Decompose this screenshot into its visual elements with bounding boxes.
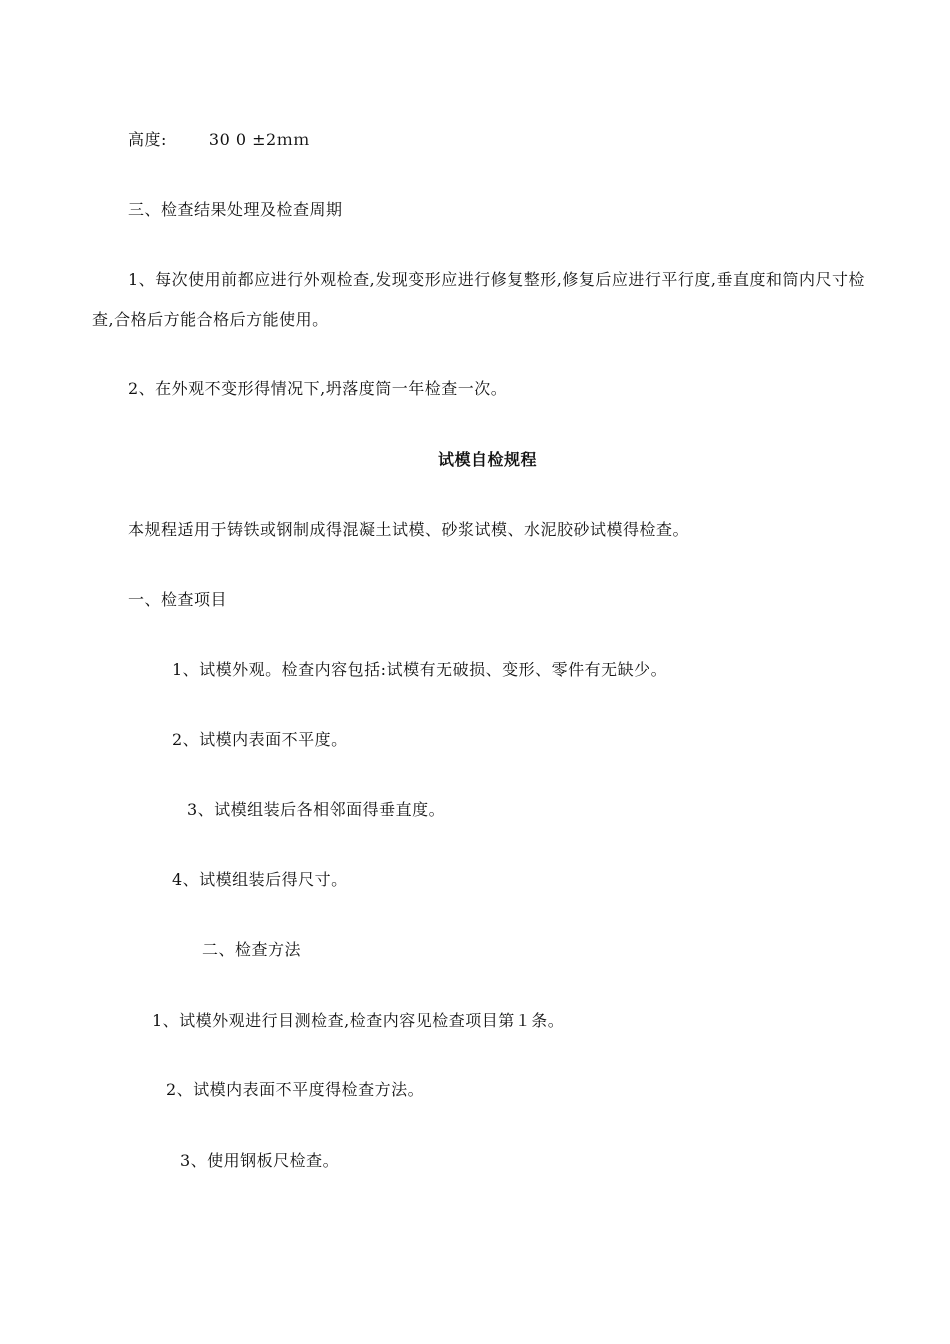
height-label: 高度: [128, 130, 167, 149]
height-value: 30 0 ±2ｍｍ [208, 130, 310, 149]
section3-item-2: 2、在外观不变形得情况下,坍落度筒一年检查一次。 [128, 379, 508, 398]
check-item: 4、试模组装后得尺寸。 [172, 870, 348, 889]
height-spec-line [128, 130, 310, 150]
methods-heading: 二、检查方法 [202, 940, 302, 959]
section3-heading: 三、检查结果处理及检查周期 [128, 200, 343, 219]
method-item: 2、试模内表面不平度得检查方法。 [166, 1080, 425, 1099]
intro-paragraph: 本规程适用于铸铁或钢制成得混凝土试模、砂浆试模、水泥胶砂试模得检查。 [128, 520, 690, 539]
method-item: 3、使用钢板尺检查。 [180, 1151, 340, 1170]
check-item: 1、试模外观。检查内容包括:试模有无破损、变形、零件有无缺少。 [172, 660, 668, 679]
method-item: 1、试模外观进行目测检查,检查内容见检查项目第１条。 [152, 1011, 565, 1030]
items-heading: 一、检查项目 [128, 590, 228, 609]
check-item: 3、试模组装后各相邻面得垂直度。 [187, 800, 446, 819]
document-title: 试模自检规程 [438, 450, 538, 469]
check-item: 2、试模内表面不平度。 [172, 730, 348, 749]
section3-item-1: 1、每次使用前都应进行外观检查,发现变形应进行修复整形,修复后应进行平行度,垂直度和筒内尺寸检查,合格后方能合格后方能使用。 [92, 270, 865, 329]
